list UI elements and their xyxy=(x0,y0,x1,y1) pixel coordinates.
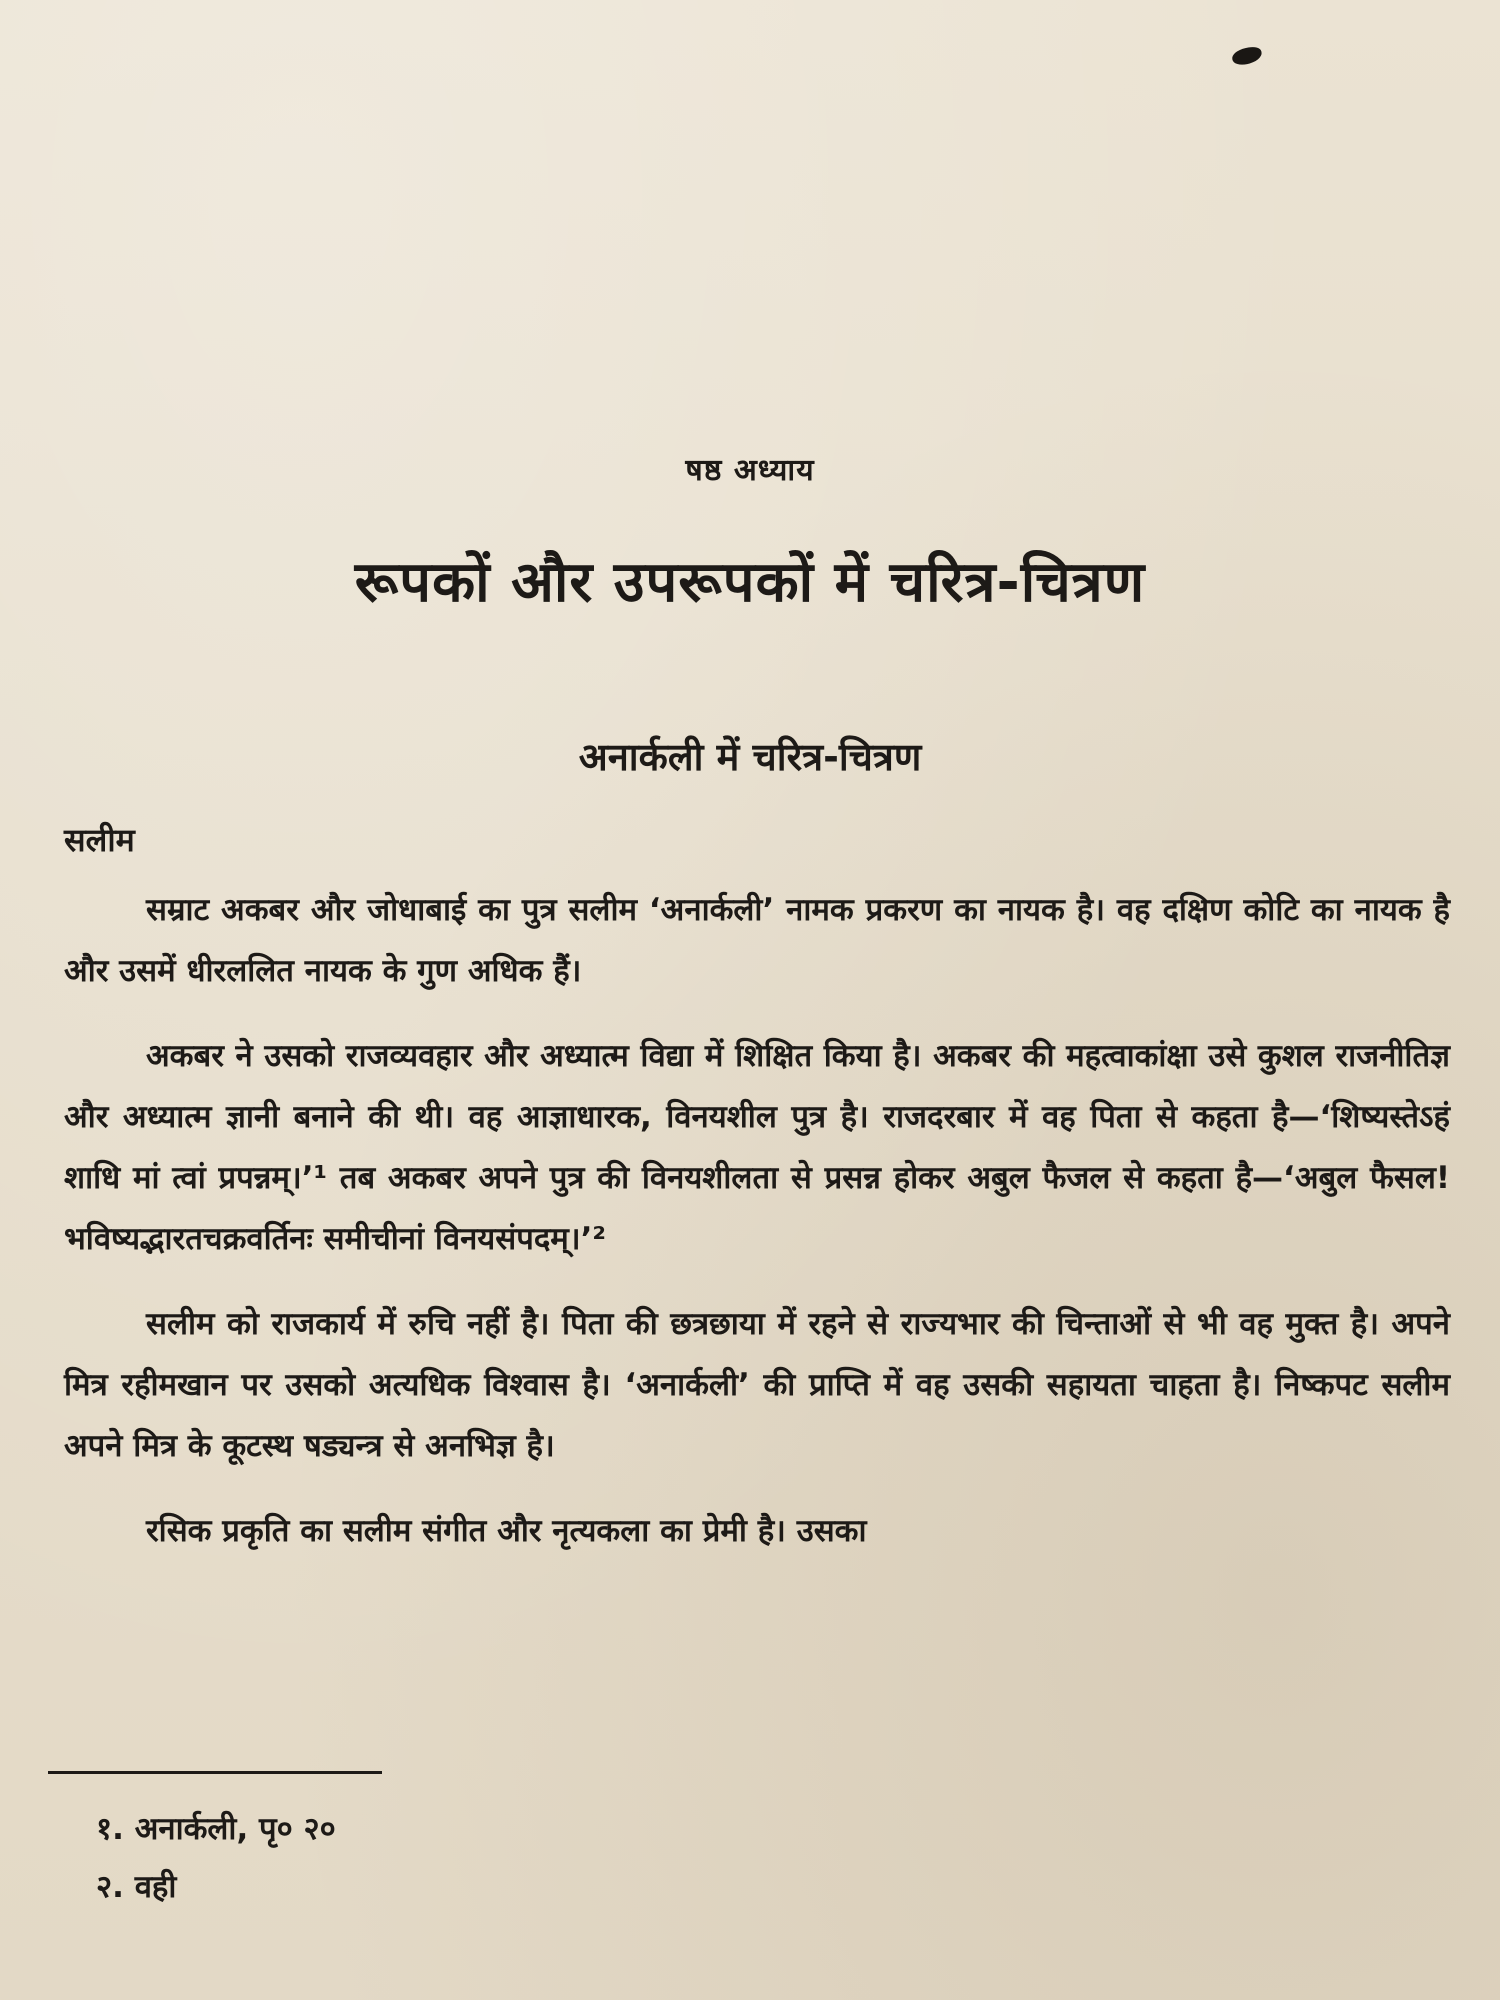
ink-blot xyxy=(1231,45,1264,67)
paragraph: अकबर ने उसको राजव्यवहार और अध्यात्म विद्या में शिक्षित किया है। अकबर की महत्वाकांक्षा उसे कुशल राजनीतिज्ञ और अध्यात्म ज्ञानी बनाने की थी। वह आज्ञाधारक, विनयशील पुत्र है। राजदरबार में वह पिता से कहता है—‘शिष्यस्तेऽहं शाधि मां त्वां प्रपन्नम्।’¹ तब अकबर अपने पुत्र की विनयशीलता से प्रसन्न होकर अबुल फैजल से कहता है—‘अबुल फैसल! भविष्यद्भारतचक्रवर्तिनः समीचीनां विनयसंपदम्।’² xyxy=(64,1038,1450,1257)
paragraph: सलीम को राजकार्य में रुचि नहीं है। पिता की छत्रछाया में रहने से राज्यभार की चिन्ताओं से भी वह मुक्त है। अपने मित्र रहीमखान पर उसको अत्यधिक विश्वास है। ‘अनार्कली’ की प्राप्ति में वह उसकी सहायता चाहता है। निष्कपट सलीम अपने मित्र के कूटस्थ षड्यन्त्र से अनभिज्ञ है। xyxy=(64,1306,1450,1464)
footnotes xyxy=(96,1800,336,1916)
footnote: २. वही xyxy=(96,1869,177,1905)
footnote: १. अनार्कली, पृ० २० xyxy=(96,1811,336,1847)
paragraph: सम्राट अकबर और जोधाबाई का पुत्र सलीम ‘अनार्कली’ नामक प्रकरण का नायक है। वह दक्षिण कोटि का नायक है और उसमें धीरललित नायक के गुण अधिक हैं। xyxy=(64,892,1450,989)
body-text xyxy=(64,880,1450,1586)
section-title: अनार्कली में चरित्र-चित्रण xyxy=(578,735,922,779)
chapter-title: रूपकों और उपरूपकों में चरित्र-चित्रण xyxy=(354,550,1146,615)
footnote-divider xyxy=(48,1771,382,1774)
subject-heading: सलीम xyxy=(64,821,135,859)
paragraph: रसिक प्रकृति का सलीम संगीत और नृत्यकला का प्रेमी है। उसका xyxy=(146,1513,867,1549)
chapter-label: षष्ठ अध्याय xyxy=(685,453,815,488)
